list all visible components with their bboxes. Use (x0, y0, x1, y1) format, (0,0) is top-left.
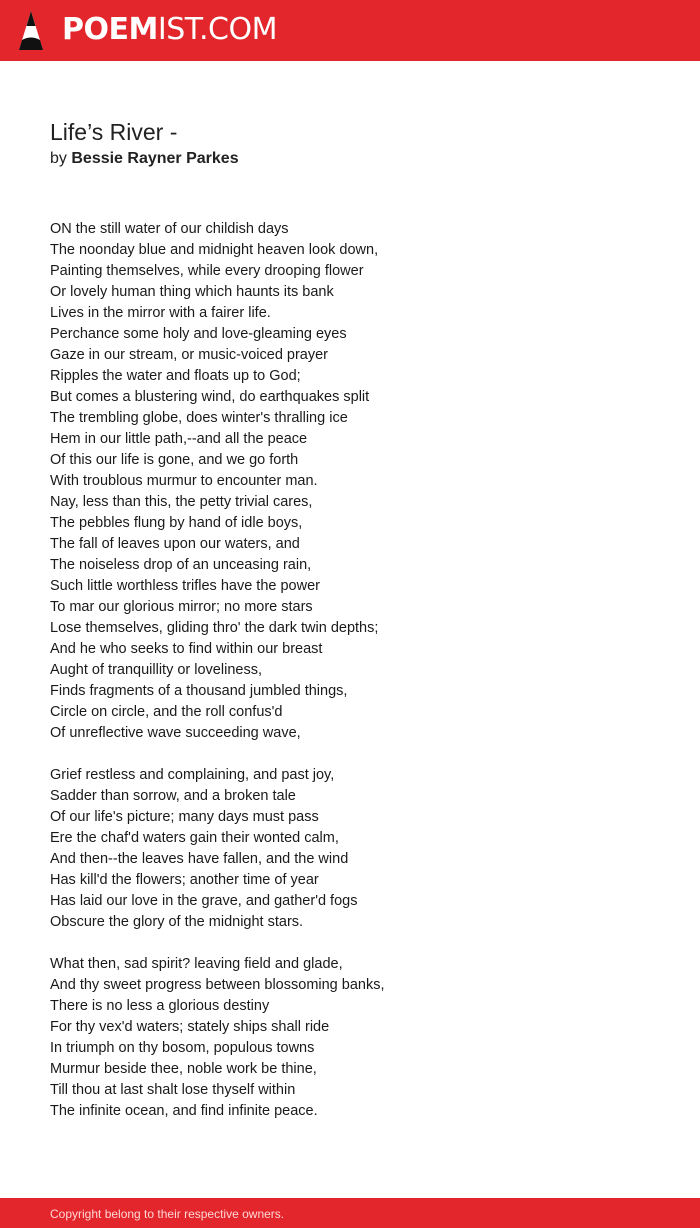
poem-line: With troublous murmur to encounter man. (50, 473, 318, 489)
poem-line: The fall of leaves upon our waters, and (50, 536, 300, 552)
brand-bold: POEM (62, 12, 158, 47)
byline (50, 148, 239, 170)
poem-line: Lives in the mirror with a fairer life. (50, 305, 271, 321)
poem-line: Perchance some holy and love-gleaming eyes (50, 326, 347, 342)
poem-line: For thy vex'd waters; stately ships shall ride (50, 1019, 330, 1035)
poem-line: Sadder than sorrow, and a broken tale (50, 788, 296, 804)
poem-body (50, 219, 650, 1122)
poem-stanza (50, 954, 650, 1122)
poem-stanza (50, 219, 650, 744)
brand-light: IST.COM (157, 12, 277, 47)
poem-line: Lose themselves, gliding thro' the dark twin depths; (50, 620, 379, 636)
by-label: by (50, 150, 67, 167)
poem-line: The noonday blue and midnight heaven look down, (50, 242, 379, 258)
poem-line: Murmur beside thee, noble work be thine, (50, 1061, 317, 1077)
poem-line: Of our life's picture; many days must pass (50, 809, 319, 825)
poem-stanza (50, 765, 650, 933)
poem-line: The infinite ocean, and find infinite peace. (50, 1103, 318, 1119)
poem-title: Life’s River - (50, 119, 178, 145)
poem-line: Has kill'd the flowers; another time of year (50, 872, 319, 888)
author-name: Bessie Rayner Parkes (71, 150, 239, 167)
poem-line: And he who seeks to find within our breast (50, 641, 323, 657)
site-footer (0, 1198, 700, 1228)
poem-line: And thy sweet progress between blossoming banks, (50, 977, 385, 993)
poem-line: Hem in our little path,--and all the peace (50, 431, 308, 447)
poem-line: The noiseless drop of an unceasing rain, (50, 557, 312, 573)
poem-line: Circle on circle, and the roll confus'd (50, 704, 283, 720)
poem-line: There is no less a glorious destiny (50, 998, 270, 1014)
poem-line: What then, sad spirit? leaving field and glade, (50, 956, 343, 972)
poem-line: Or lovely human thing which haunts its bank (50, 284, 334, 300)
poem-line: The pebbles flung by hand of idle boys, (50, 515, 303, 531)
poem-line: Aught of tranquillity or loveliness, (50, 662, 262, 678)
poem-line: Finds fragments of a thousand jumbled things, (50, 683, 348, 699)
poem-line: In triumph on thy bosom, populous towns (50, 1040, 315, 1056)
poem-line: Ripples the water and floats up to God; (50, 368, 301, 384)
poem-line: Ere the chaf'd waters gain their wonted calm, (50, 830, 339, 846)
poem-line: Of unreflective wave succeeding wave, (50, 725, 301, 741)
pencil-tip-icon[interactable] (18, 10, 44, 52)
poem-line: Painting themselves, while every drooping flower (50, 263, 364, 279)
poem-line: To mar our glorious mirror; no more stars (50, 599, 313, 615)
poem-line: Of this our life is gone, and we go forth (50, 452, 299, 468)
poem-line: Grief restless and complaining, and past joy, (50, 767, 335, 783)
site-header (0, 0, 700, 61)
poem-line: And then--the leaves have fallen, and the wind (50, 851, 349, 867)
poem-line: Nay, less than this, the petty trivial cares, (50, 494, 313, 510)
poem-line: Gaze in our stream, or music-voiced prayer (50, 347, 329, 363)
poem-line: Obscure the glory of the midnight stars. (50, 914, 304, 930)
poem-line: Such little worthless trifles have the power (50, 578, 320, 594)
site-logo-text[interactable] (62, 12, 277, 48)
poem-line: But comes a blustering wind, do earthquakes split (50, 389, 370, 405)
poem-line: Till thou at last shalt lose thyself within (50, 1082, 296, 1098)
poem-line: ON the still water of our childish days (50, 221, 289, 237)
poem-line: Has laid our love in the grave, and gather'd fogs (50, 893, 358, 909)
copyright-text: Copyright belong to their respective owners. (50, 1207, 285, 1221)
poem-line: The trembling globe, does winter's thralling ice (50, 410, 348, 426)
